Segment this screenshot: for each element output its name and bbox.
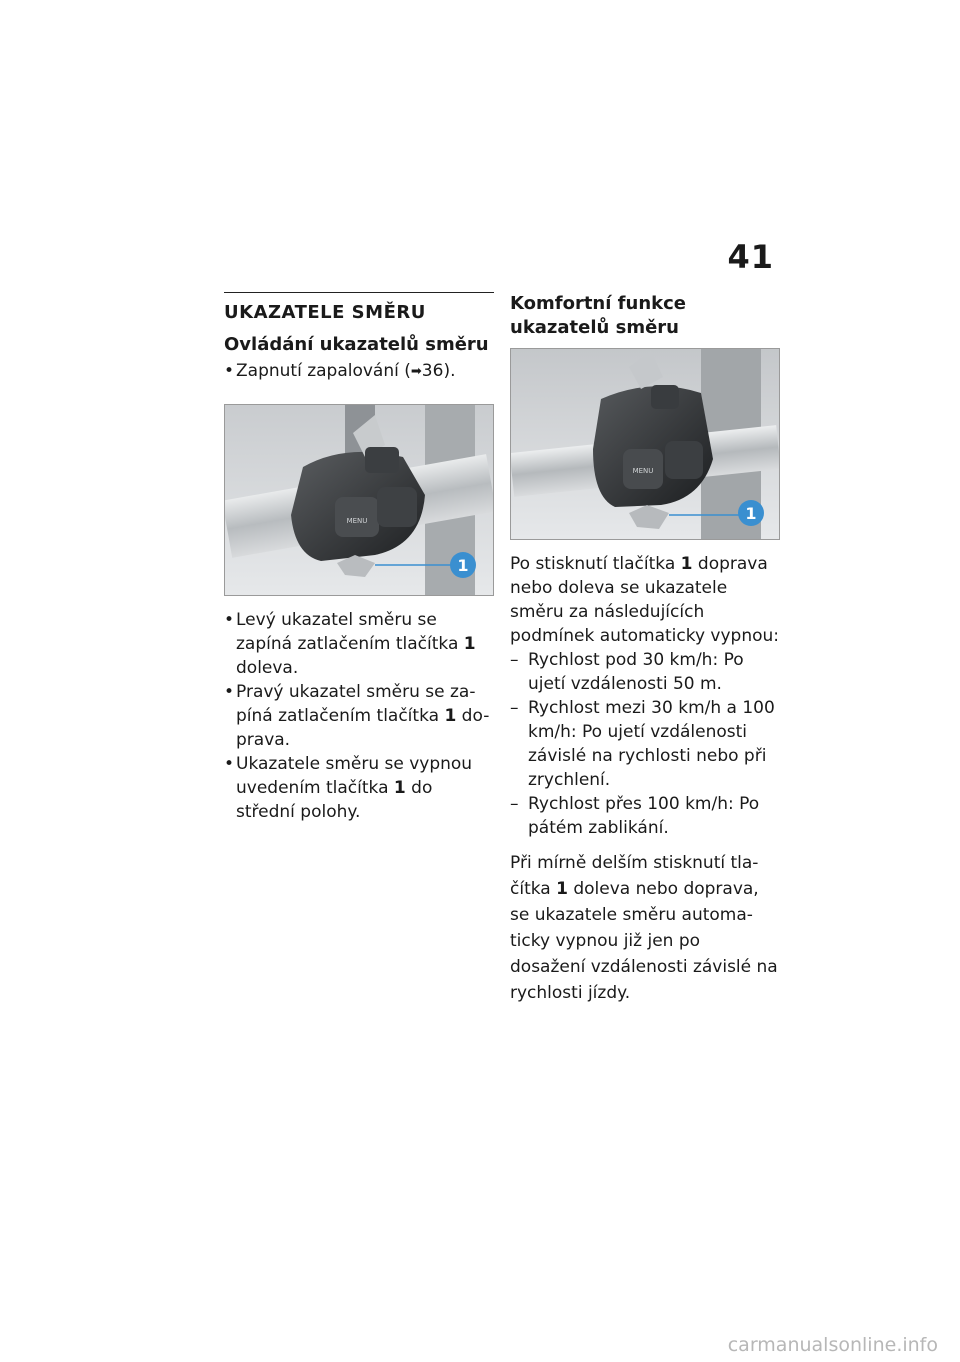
intro-bullet: • Zapnutí zapalování (➡36). (224, 359, 494, 384)
comfort-intro-paragraph: Po stisknutí tlačítka 1 doprava nebo doleva se ukazatele směru za následujících podmínek automaticky vypnou: (510, 554, 780, 646)
subsection-title: Ovládání ukazatelů směru (224, 334, 489, 355)
callout-number: 1 (457, 556, 469, 575)
menu-button-label: MENU (632, 467, 654, 475)
bullet-indicator-off: • Ukazatele směru se vypnou uvedením tlačítka 1 do střední polohy. (224, 754, 473, 822)
bullet-dot-icon: • (224, 610, 235, 630)
figure-handlebar-switch-right (510, 348, 780, 540)
page-number: 41 (727, 238, 774, 276)
dash-icon: – (510, 794, 519, 814)
callout-number: 1 (745, 504, 757, 523)
watermark: carmanualsonline.info (727, 1334, 938, 1356)
section-rule (224, 292, 494, 293)
bullet-right-indicator: • Pravý ukazatel směru se za-píná zatlačením tlačítka 1 do-prava. (224, 682, 490, 750)
comfort-function-title: Komfortní funkce ukazatelů směru (510, 293, 686, 338)
page-reference[interactable]: 36 (421, 361, 444, 381)
dash-icon: – (510, 698, 519, 718)
bullet-dot-icon: • (224, 754, 235, 774)
page-reference-arrow-icon: ➡ (410, 364, 422, 379)
left-column (224, 292, 494, 824)
bullet-left-indicator: • Levý ukazatel směru se zapíná zatlačením tlačítka 1 doleva. (224, 610, 476, 678)
dash-icon: – (510, 650, 519, 670)
handlebar-switch-illustration (225, 405, 493, 595)
comfort-long-press-paragraph: Při mírně delším stisknutí tla-čítka 1 doleva nebo doprava, se ukazatele směru automa-ticky vypnou již jen po dosažení vzdálenosti závislé na rychlosti jízdy. (510, 853, 778, 1003)
right-column (510, 292, 780, 1006)
condition-item: – Rychlost mezi 30 km/h a 100 km/h: Po ujetí vzdálenosti závislé na rychlosti nebo při zrychlení. (510, 698, 775, 790)
menu-button-label: MENU (346, 517, 368, 525)
bullet-dot-icon: • (224, 361, 235, 381)
section-title: UKAZATELE SMĚRU (224, 302, 426, 323)
condition-item: – Rychlost pod 30 km/h: Po ujetí vzdálenosti 50 m. (510, 650, 744, 694)
condition-item: – Rychlost přes 100 km/h: Po pátém zablikání. (510, 794, 760, 838)
handlebar-switch-illustration (511, 349, 779, 539)
figure-handlebar-switch-left (224, 404, 494, 596)
bullet-dot-icon: • (224, 682, 235, 702)
